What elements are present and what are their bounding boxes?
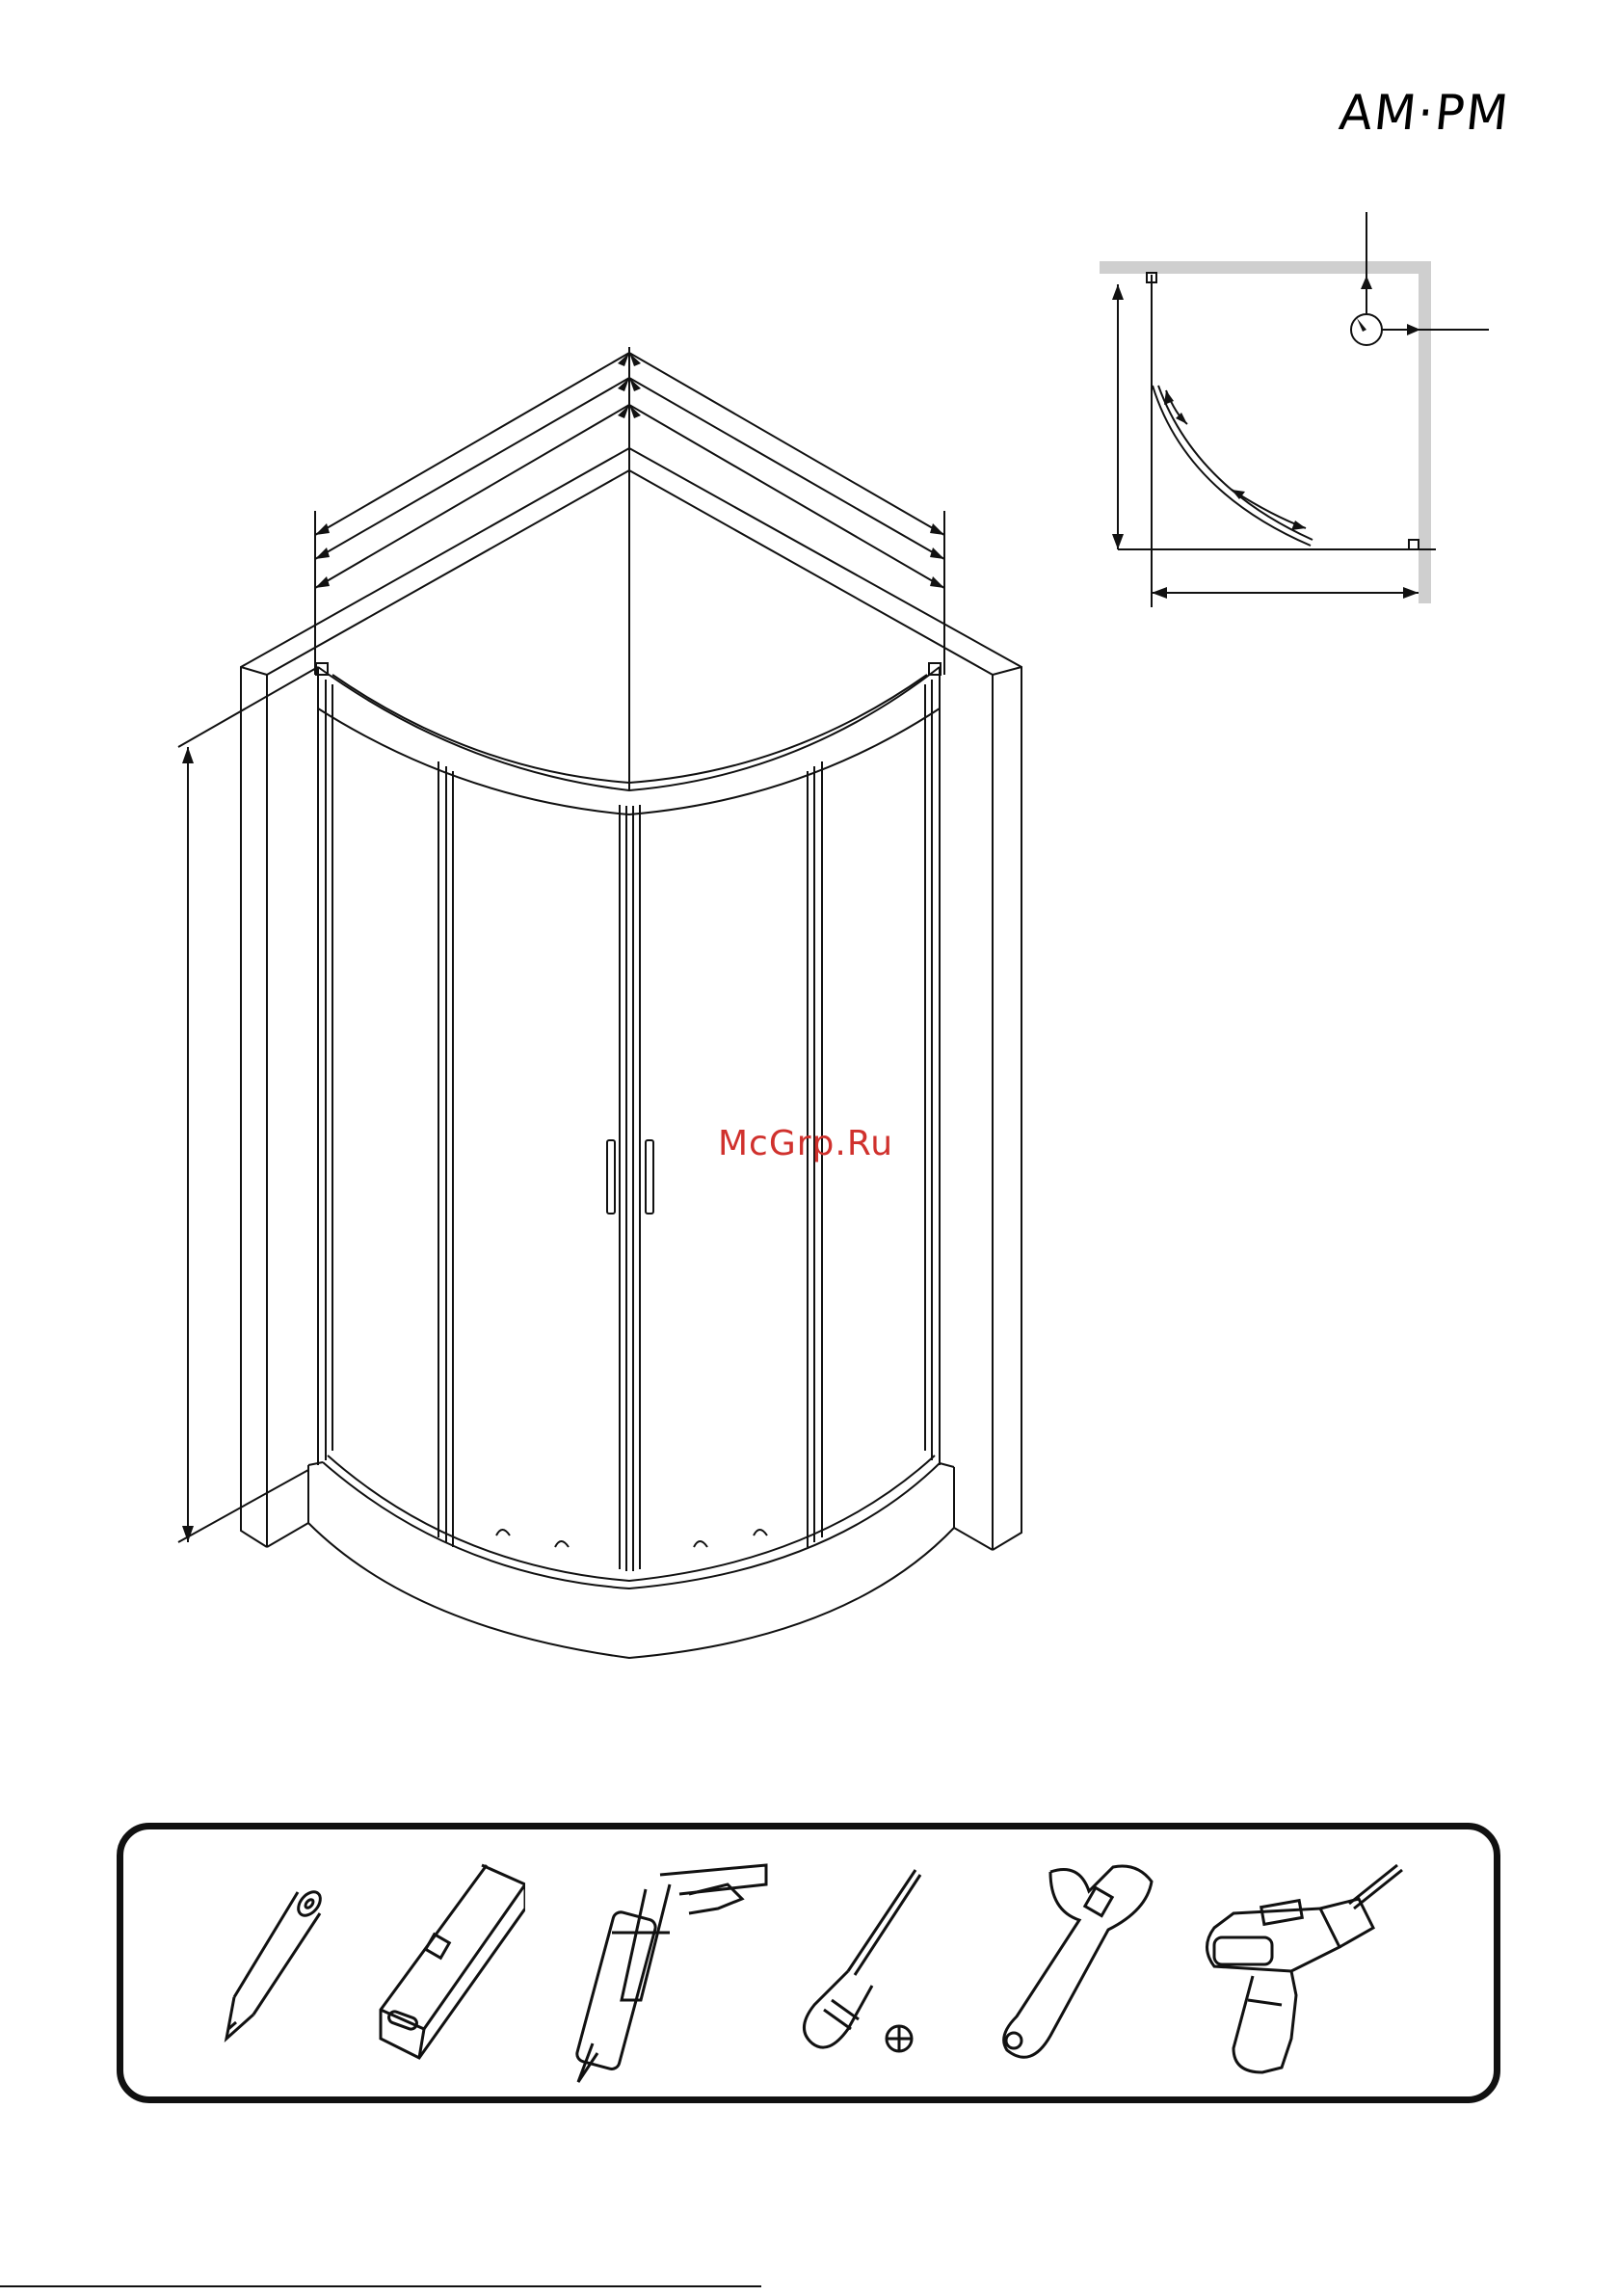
spirit-level-icon — [371, 1855, 525, 2068]
door-handles — [607, 1140, 653, 1214]
footer-rule — [0, 2285, 761, 2287]
shower-tray — [308, 1455, 954, 1658]
pencil-icon — [217, 1880, 332, 2053]
caulking-gun-icon — [573, 1855, 771, 2087]
walls — [241, 448, 1021, 1550]
brand-logo: AM·PM — [1336, 85, 1513, 141]
phillips-screwdriver-icon — [776, 1865, 935, 2058]
plan-view — [1100, 212, 1489, 607]
adjustable-wrench-icon — [993, 1853, 1156, 2069]
watermark-text: McGrp.Ru — [718, 1124, 894, 1163]
enclosure-panels — [318, 675, 940, 1571]
bottom-rollers — [496, 1530, 767, 1547]
power-drill-icon — [1195, 1855, 1407, 2087]
height-dimension — [178, 667, 318, 1542]
